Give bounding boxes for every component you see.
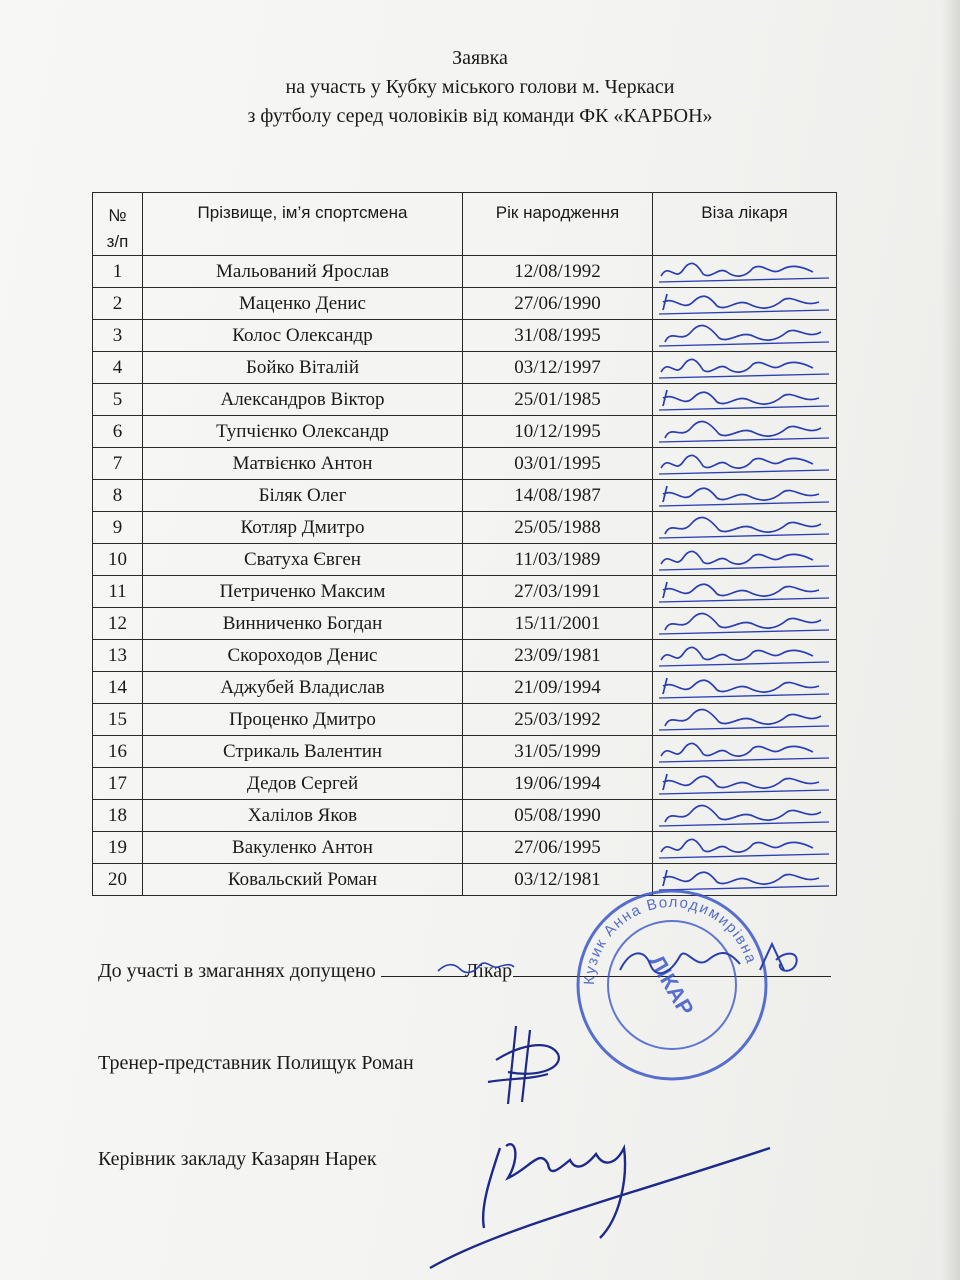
birth-date: 25/03/1992 [463,704,653,736]
visa-scribble [653,544,837,575]
athlete-name: Котляр Дмитро [143,512,463,544]
athlete-name: Бойко Віталій [143,352,463,384]
doctor-visa-signature [653,704,837,736]
row-number: 9 [93,512,143,544]
header-birth-date: Рік народження [463,193,653,256]
row-number: 19 [93,832,143,864]
athlete-name: Маценко Денис [143,288,463,320]
row-number: 18 [93,800,143,832]
doctor-visa-signature [653,640,837,672]
birth-date: 27/06/1995 [463,832,653,864]
birth-date: 14/08/1987 [463,480,653,512]
birth-date: 27/06/1990 [463,288,653,320]
row-number: 8 [93,480,143,512]
head-line: Керівник закладу Казарян Нарек [98,1148,377,1170]
athlete-name: Александров Віктор [143,384,463,416]
athlete-name: Дедов Сергей [143,768,463,800]
doctor-visa-signature [653,736,837,768]
doctor-visa-signature [653,352,837,384]
admission-label: До участі в змаганнях допущено [98,960,376,982]
birth-date: 25/01/1985 [463,384,653,416]
doctor-visa-signature [653,576,837,608]
athlete-name: Аджубей Владислав [143,672,463,704]
row-number: 20 [93,864,143,896]
doc-title: Заявка [452,47,508,69]
birth-date: 03/12/1997 [463,352,653,384]
doctor-visa-signature [653,608,837,640]
row-number: 16 [93,736,143,768]
table-row [93,320,837,352]
visa-scribble [653,576,837,607]
page-edge-shadow [942,0,960,1280]
admission-handwriting [434,955,518,979]
visa-scribble [653,768,837,799]
roster-table [92,192,837,896]
table-row [93,384,837,416]
row-number: 11 [93,576,143,608]
athlete-name: Проценко Дмитро [143,704,463,736]
birth-date: 03/12/1981 [463,864,653,896]
row-number: 6 [93,416,143,448]
visa-scribble [653,448,837,479]
table-row [93,768,837,800]
row-number: 7 [93,448,143,480]
visa-scribble [653,704,837,735]
visa-scribble [653,608,837,639]
doctor-visa-signature [653,256,837,288]
table-row [93,448,837,480]
birth-date: 25/05/1988 [463,512,653,544]
table-row [93,512,837,544]
doctor-visa-signature [653,800,837,832]
birth-date: 31/08/1995 [463,320,653,352]
athlete-name: Колос Олександр [143,320,463,352]
row-number: 10 [93,544,143,576]
table-row [93,416,837,448]
visa-scribble [653,320,837,351]
table-row [93,480,837,512]
visa-scribble [653,288,837,319]
visa-scribble [653,800,837,831]
doctor-visa-signature [653,288,837,320]
doc-subtitle-line1: на участь у Кубку міського голови м. Черкаси [285,76,675,98]
doctor-visa-signature [653,384,837,416]
table-row [93,832,837,864]
row-number: 12 [93,608,143,640]
athlete-name: Біляк Олег [143,480,463,512]
doctor-visa-signature [653,832,837,864]
athlete-name: Винниченко Богдан [143,608,463,640]
table-row [93,736,837,768]
row-number: 13 [93,640,143,672]
doctor-visa-signature [653,480,837,512]
birth-date: 03/01/1995 [463,448,653,480]
birth-date: 12/08/1992 [463,256,653,288]
visa-scribble [653,384,837,415]
stamp-ring-text: Кузик Анна Володимирівна [580,893,760,986]
table-row [93,576,837,608]
table-row [93,352,837,384]
visa-scribble [653,832,837,863]
athlete-name: Халілов Яков [143,800,463,832]
athlete-name: Сватуха Євген [143,544,463,576]
birth-date: 27/03/1991 [463,576,653,608]
table-row [93,544,837,576]
doctor-signature [600,930,840,990]
table-row [93,608,837,640]
birth-date: 31/05/1999 [463,736,653,768]
athlete-name: Петриченко Максим [143,576,463,608]
row-number: 3 [93,320,143,352]
athlete-name: Вакуленко Антон [143,832,463,864]
athlete-name: Матвієнко Антон [143,448,463,480]
document-header [0,44,960,131]
doctor-visa-signature [653,320,837,352]
athlete-name: Мальований Ярослав [143,256,463,288]
visa-scribble [653,640,837,671]
table-row [93,704,837,736]
row-number: 1 [93,256,143,288]
visa-scribble [653,256,837,287]
table-row [93,672,837,704]
head-signature [420,1108,790,1278]
header-number-abbr: з/п [106,232,129,251]
coach-signature [478,1020,568,1110]
doc-subtitle-line2: з футболу серед чоловіків від команди ФК «КАРБОН» [247,105,713,127]
athlete-name: Тупчієнко Олександр [143,416,463,448]
doctor-visa-signature [653,416,837,448]
table-row [93,288,837,320]
athlete-name: Ковальский Роман [143,864,463,896]
birth-date: 05/08/1990 [463,800,653,832]
coach-line: Тренер-представник Полищук Роман [98,1052,414,1074]
birth-date: 21/09/1994 [463,672,653,704]
birth-date: 10/12/1995 [463,416,653,448]
doctor-visa-signature [653,768,837,800]
header-number [93,193,143,256]
row-number: 17 [93,768,143,800]
visa-scribble [653,352,837,383]
doctor-label: Лікар [464,960,513,982]
row-number: 4 [93,352,143,384]
birth-date: 19/06/1994 [463,768,653,800]
table-row [93,256,837,288]
table-header-row [93,193,837,256]
header-number-symbol: № [108,206,127,225]
visa-scribble [653,672,837,703]
doctor-visa-signature [653,672,837,704]
table-row [93,640,837,672]
visa-scribble [653,736,837,767]
birth-date: 23/09/1981 [463,640,653,672]
doctor-visa-signature [653,544,837,576]
visa-scribble [653,480,837,511]
row-number: 2 [93,288,143,320]
visa-scribble [653,416,837,447]
row-number: 15 [93,704,143,736]
birth-date: 15/11/2001 [463,608,653,640]
table-row [93,800,837,832]
athlete-name: Стрикаль Валентин [143,736,463,768]
athlete-name: Скороходов Денис [143,640,463,672]
doctor-visa-signature [653,512,837,544]
visa-scribble [653,512,837,543]
stamp-center-text: ЛІКАР [644,950,699,1020]
row-number: 14 [93,672,143,704]
header-doctor-visa: Віза лікаря [653,193,837,256]
birth-date: 11/03/1989 [463,544,653,576]
header-athlete-name: Прізвище, ім’я спортсмена [143,193,463,256]
row-number: 5 [93,384,143,416]
doctor-visa-signature [653,448,837,480]
